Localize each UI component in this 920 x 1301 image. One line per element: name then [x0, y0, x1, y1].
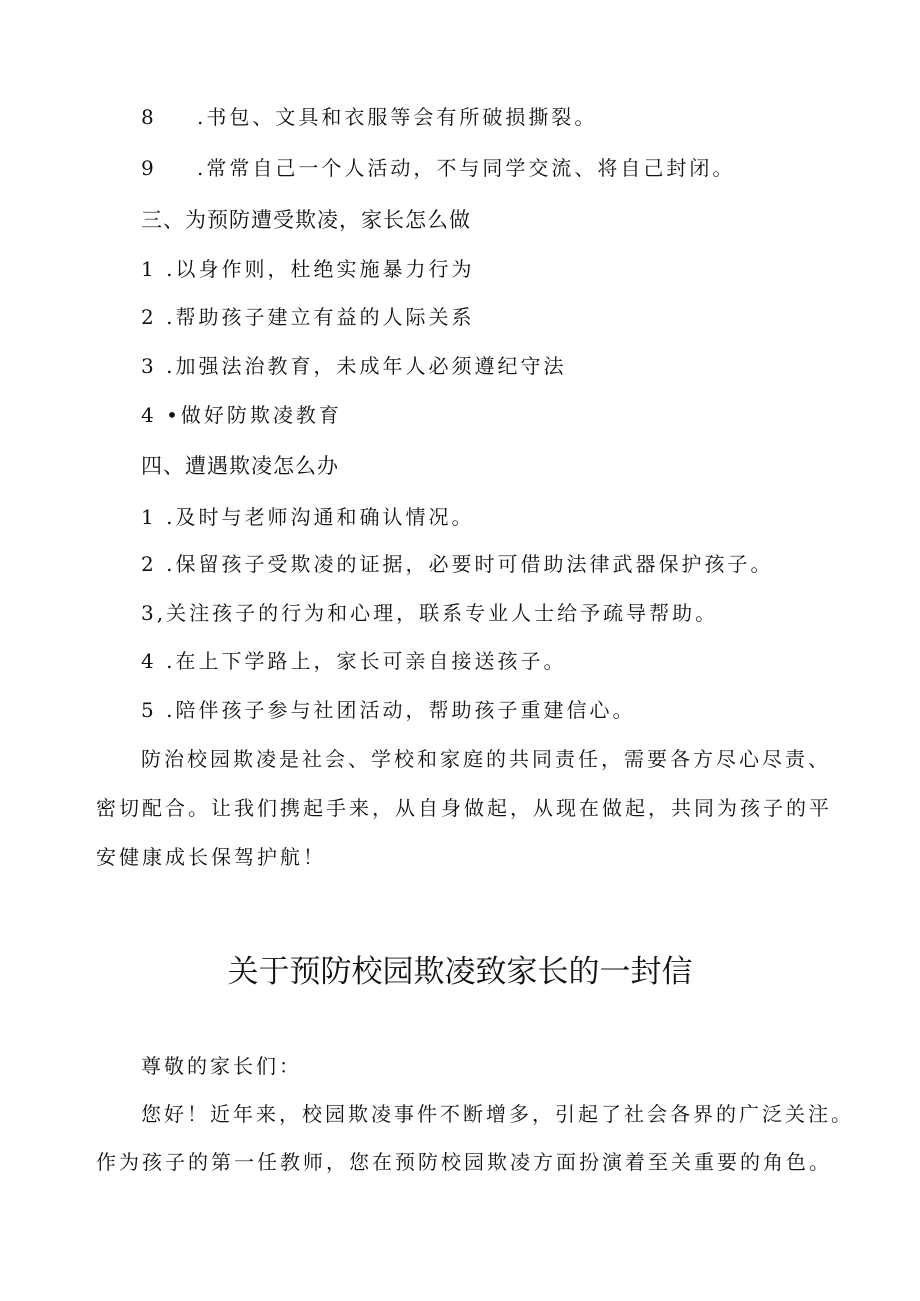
closing-paragraph-line-3: 安健康成长保驾护航！: [96, 845, 326, 869]
section-3-heading: 三、为预防遭受欺凌，家长怎么做: [141, 208, 471, 232]
closing-paragraph-line-1: 防治校园欺凌是社会、学校和家庭的共同责任，需要各方尽心尽责、: [141, 747, 831, 771]
section-4-item-4: 4 .在上下学路上，家长可亲自接送孩子。: [141, 649, 567, 673]
letter-body-line-2: 作为孩子的第一任教师，您在预防校园欺凌方面扮演着至关重要的角色。: [96, 1150, 832, 1174]
letter-salutation: 尊敬的家长们：: [141, 1054, 302, 1078]
section-4-item-3: 3,关注孩子的行为和心理，联系专业人士给予疏导帮助。: [141, 601, 719, 625]
section-3-item-4: 4 •做好防欺凌教育: [141, 403, 342, 427]
list-item-number: 8: [141, 105, 157, 129]
section-3-item-2: 2 .帮助孩子建立有益的人际关系: [141, 305, 475, 329]
section-4-heading: 四、遭遇欺凌怎么办: [141, 454, 339, 478]
list-item-number: 9: [141, 156, 157, 180]
letter-body-line-1: 您好！近年来，校园欺凌事件不断增多，引起了社会各界的广泛关注。: [141, 1102, 854, 1126]
list-item-8: [141, 103, 597, 131]
section-4-item-1: 1 .及时与老师沟通和确认情况。: [141, 505, 475, 529]
section-3-item-1: 1 .以身作则，杜绝实施暴力行为: [141, 257, 475, 281]
letter-title: 关于预防校园欺凌致家长的一封信: [227, 954, 693, 990]
section-4-item-2: 2 .保留孩子受欺凌的证据，必要时可借助法律武器保护孩子。: [141, 552, 774, 576]
list-item-9: [141, 154, 735, 182]
section-4-item-5: 5 .陪伴孩子参与社团活动，帮助孩子重建信心。: [141, 698, 636, 722]
closing-paragraph-line-2: 密切配合。让我们携起手来，从自身做起，从现在做起，共同为孩子的平: [96, 796, 832, 820]
list-item-text: .常常自己一个人活动，不与同学交流、将自己封闭。: [197, 156, 736, 180]
section-3-item-3: 3 .加强法治教育，未成年人必须遵纪守法: [141, 354, 567, 378]
list-item-text: .书包、文具和衣服等会有所破损撕裂。: [197, 105, 598, 129]
